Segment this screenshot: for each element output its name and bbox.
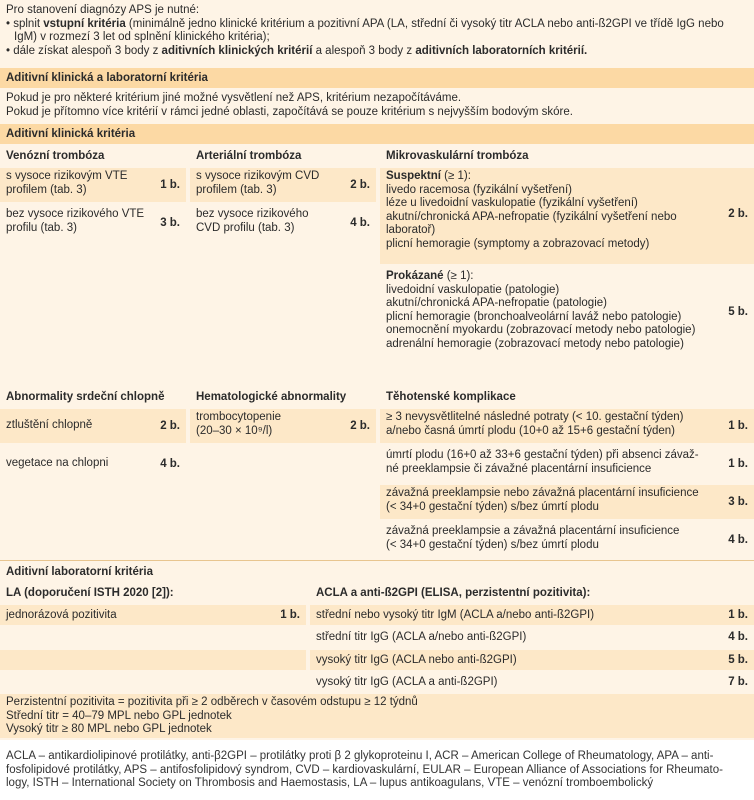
arterial-row-1: s vysoce rizikovým CVD profilem (tab. 3) 2 b. xyxy=(190,168,376,202)
hema-title: Hematologické abnormality xyxy=(196,391,347,403)
preg-title: Těhotenské komplikace xyxy=(386,391,516,403)
intro-text xyxy=(0,0,754,66)
valve-row-2: vegetace na chlopni 4 b. xyxy=(6,457,180,470)
valve-row-1: ztluštění chlopně 2 b. xyxy=(0,409,186,443)
note-2: Pokud je přítomno více kritérií v rámci jedné oblasti, započítává se pouze kritérium s nejvyšším bodovým skóre. xyxy=(6,106,573,118)
hema-row-1: trombocytopenie (20–30 × 10⁹/l) 2 b. xyxy=(190,409,376,443)
acla-row-2: střední titr IgG (ACLA a/nebo anti-ß2GPI) 4 b. xyxy=(316,631,748,643)
venous-row-2: bez vysoce rizikového VTE profilu (tab. 3) 3 b. xyxy=(6,208,180,234)
preg-row-1: ≥ 3 nevysvětlitelné následné potraty (< 10. gestační týden) a/nebo časná úmrtí plodu (10+0 až 15+6 gestační týden) 1 b. xyxy=(380,409,754,443)
venous-title: Venózní trombóza xyxy=(6,150,105,162)
venous-row-1: s vysoce rizikovým VTE profilem (tab. 3) 1 b. xyxy=(0,168,186,202)
intro-line1: Pro stanovení diagnózy APS je nutné: xyxy=(6,4,200,16)
valve-title: Abnormality srdeční chlopně xyxy=(6,391,165,403)
la-row-1: jednorázová pozitivita 1 b. xyxy=(0,605,306,625)
intro-line3: IgM) v rozmezí 3 let od splnění klinického kritéria); xyxy=(14,31,270,44)
acla-row-3: vysoký titr IgG (ACLA nebo anti-ß2GPI) 5 b. xyxy=(310,650,754,670)
acla-row-1: střední nebo vysoký titr IgM (ACLA a/nebo anti-ß2GPI) 1 b. xyxy=(310,605,754,625)
la-title: LA (doporučení ISTH 2020 [2]): xyxy=(6,587,174,599)
preg-row-3: závažná preeklampsie nebo závažná placentární insuficience (< 34+0 gestační týden) s/bez úmrtí plodu 3 b. xyxy=(380,485,754,519)
section-header-clinical: Aditivní klinická kritéria xyxy=(0,124,754,144)
acla-title: ACLA a anti-ß2GPI (ELISA, perzistentní pozitivita): xyxy=(316,587,591,599)
note-1: Pokud je pro některé kritérium jiné možné vysvětlení než APS, kritérium nezapočítáváme. xyxy=(6,92,462,104)
acla-row-4: vysoký titr IgG (ACLA a anti-ß2GPI) 7 b. xyxy=(316,676,748,688)
lab-notes: Perzistentní pozitivita = pozitivita při ≥ 2 odběrech v časovém odstupu ≥ 12 týdnů Střední titr = 40–79 MPL nebo GPL jednotek Vysoký titr ≥ 80 MPL nebo GPL jednotek xyxy=(0,694,754,738)
section-header-combined: Aditivní klinická a laboratorní kritéria xyxy=(0,68,754,88)
micro-proven: Prokázané (≥ 1): livedoidní vaskulopatie (patologie) akutní/chronická APA-nefropatie (patologie) plicní hemoragie (bronchoalveolární laváž nebo patologie) onemocnění myokardu (zobrazovací metody nebo patologie) adrenální hemoragie (zobrazovací metody nebo patologie) 5 b. xyxy=(386,270,748,350)
intro-line4: • dále získat alespoň 3 body z aditivních klinických kritérií a alespoň 3 body z aditivních laboratorních kritérií. xyxy=(6,44,588,57)
arterial-row-2: bez vysoce rizikového CVD profilu (tab. 3) 4 b. xyxy=(196,208,370,234)
arterial-title: Arteriální trombóza xyxy=(196,150,302,162)
micro-suspected: Suspektní (≥ 1): livedo racemosa (fyzikální vyšetření) léze u livedoidní vaskulopatie (fyzikální vyšetření) akutní/chronická APA-nefropatie (fyzikální vyšetření nebo laboratoř) plicní hemoragie (symptomy a zobrazovací metody) 2 b. xyxy=(380,168,754,264)
intro-line2: • splnit vstupní kritéria (minimálně jedno klinické kritérium a pozitivní APA (LA, střední či vysoký titr ACLA nebo anti-ß2GPI ve třídě IgG nebo xyxy=(6,17,724,30)
micro-title: Mikrovaskulární trombóza xyxy=(386,150,529,162)
abbreviations-footer: ACLA – antikardiolipinové protilátky, anti-β2GPI – protilátky proti β 2 glykoproteinu I, ACR – American College of Rheumatology, APA – anti- fosfolipidové protilátky, APS – antifosfolipidový syndrom, CVD – kardiovaskulární, EULAR – European Alliance of Associations for Rheumato- logy, ISTH – International Society on Thrombosis and Haemostasis, LA – lupus antikoagulans, VTE – venózní tromboembolický xyxy=(0,740,754,800)
preg-row-4: závažná preeklampsie a závažná placentární insuficience (< 34+0 gestační týden) s/bez úmrtí plodu 4 b. xyxy=(386,525,748,551)
preg-row-2: úmrtí plodu (16+0 až 33+6 gestační týden) při absenci závaž- né preeklampsie či závažné placentární insuficience 1 b. xyxy=(386,449,748,475)
lab-title: Aditivní laboratorní kritéria xyxy=(6,566,153,578)
